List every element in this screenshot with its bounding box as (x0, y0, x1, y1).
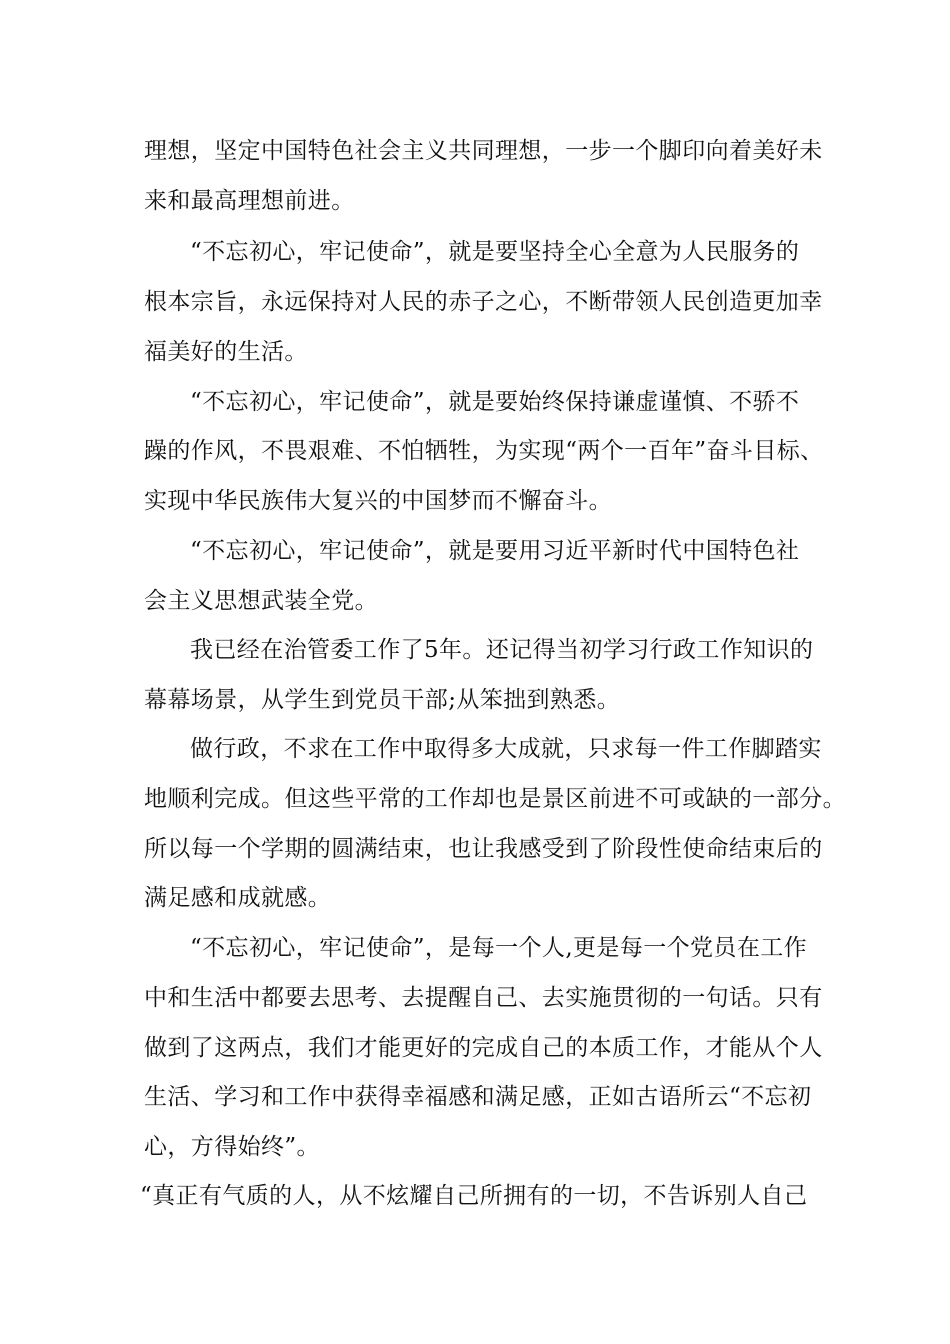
text-line: 中和生活中都要去思考、去提醒自己、去实施贯彻的一句话。只有 (144, 985, 823, 1011)
text-line: 满足感和成就感。 (144, 885, 332, 911)
text-line: 实现中华民族伟大复兴的中国梦而不懈奋斗。 (144, 488, 612, 514)
text-line: 福美好的生活。 (144, 339, 308, 365)
text-line: “不忘初心，牢记使命”，就是要用习近平新时代中国特色社 (190, 538, 800, 564)
text-line: 我已经在治管委工作了5年。还记得当初学习行政工作知识的 (190, 637, 814, 663)
text-line: 心，方得始终”。 (144, 1134, 320, 1160)
text-line: 所以每一个学期的圆满结束，也让我感受到了阶段性使命结束后的 (144, 836, 823, 862)
text-line: 幕幕场景，从学生到党员干部;从笨拙到熟悉。 (144, 687, 621, 713)
text-line: “不忘初心，牢记使命”，是每一个人,更是每一个党员在工作 (190, 935, 808, 961)
text-line: 会主义思想武装全党。 (144, 588, 378, 614)
text-line: 地顺利完成。但这些平常的工作却也是景区前进不可或缺的一部分。 (144, 786, 846, 812)
text-line: 理想，坚定中国特色社会主义共同理想，一步一个脚印向着美好未 (144, 138, 823, 164)
text-line: 根本宗旨，永远保持对人民的赤子之心，不断带领人民创造更加幸 (144, 289, 823, 315)
text-line: 来和最高理想前进。 (144, 188, 355, 214)
text-line: “不忘初心，牢记使命”，就是要始终保持谦虚谨慎、不骄不 (190, 389, 800, 415)
text-line: 生活、学习和工作中获得幸福感和满足感，正如古语所云“不忘初 (144, 1084, 812, 1110)
text-line: 做到了这两点，我们才能更好的完成自己的本质工作，才能从个人 (144, 1035, 823, 1061)
text-line: “不忘初心，牢记使命”，就是要坚持全心全意为人民服务的 (190, 239, 800, 265)
text-line: 做行政，不求在工作中取得多大成就，只求每一件工作脚踏实 (190, 736, 822, 762)
text-line: “真正有气质的人，从不炫耀自己所拥有的一切，不告诉别人自己 (140, 1183, 808, 1209)
text-line: 躁的作风，不畏艰难、不怕牺牲，为实现“两个一百年”奋斗目标、 (144, 438, 824, 464)
